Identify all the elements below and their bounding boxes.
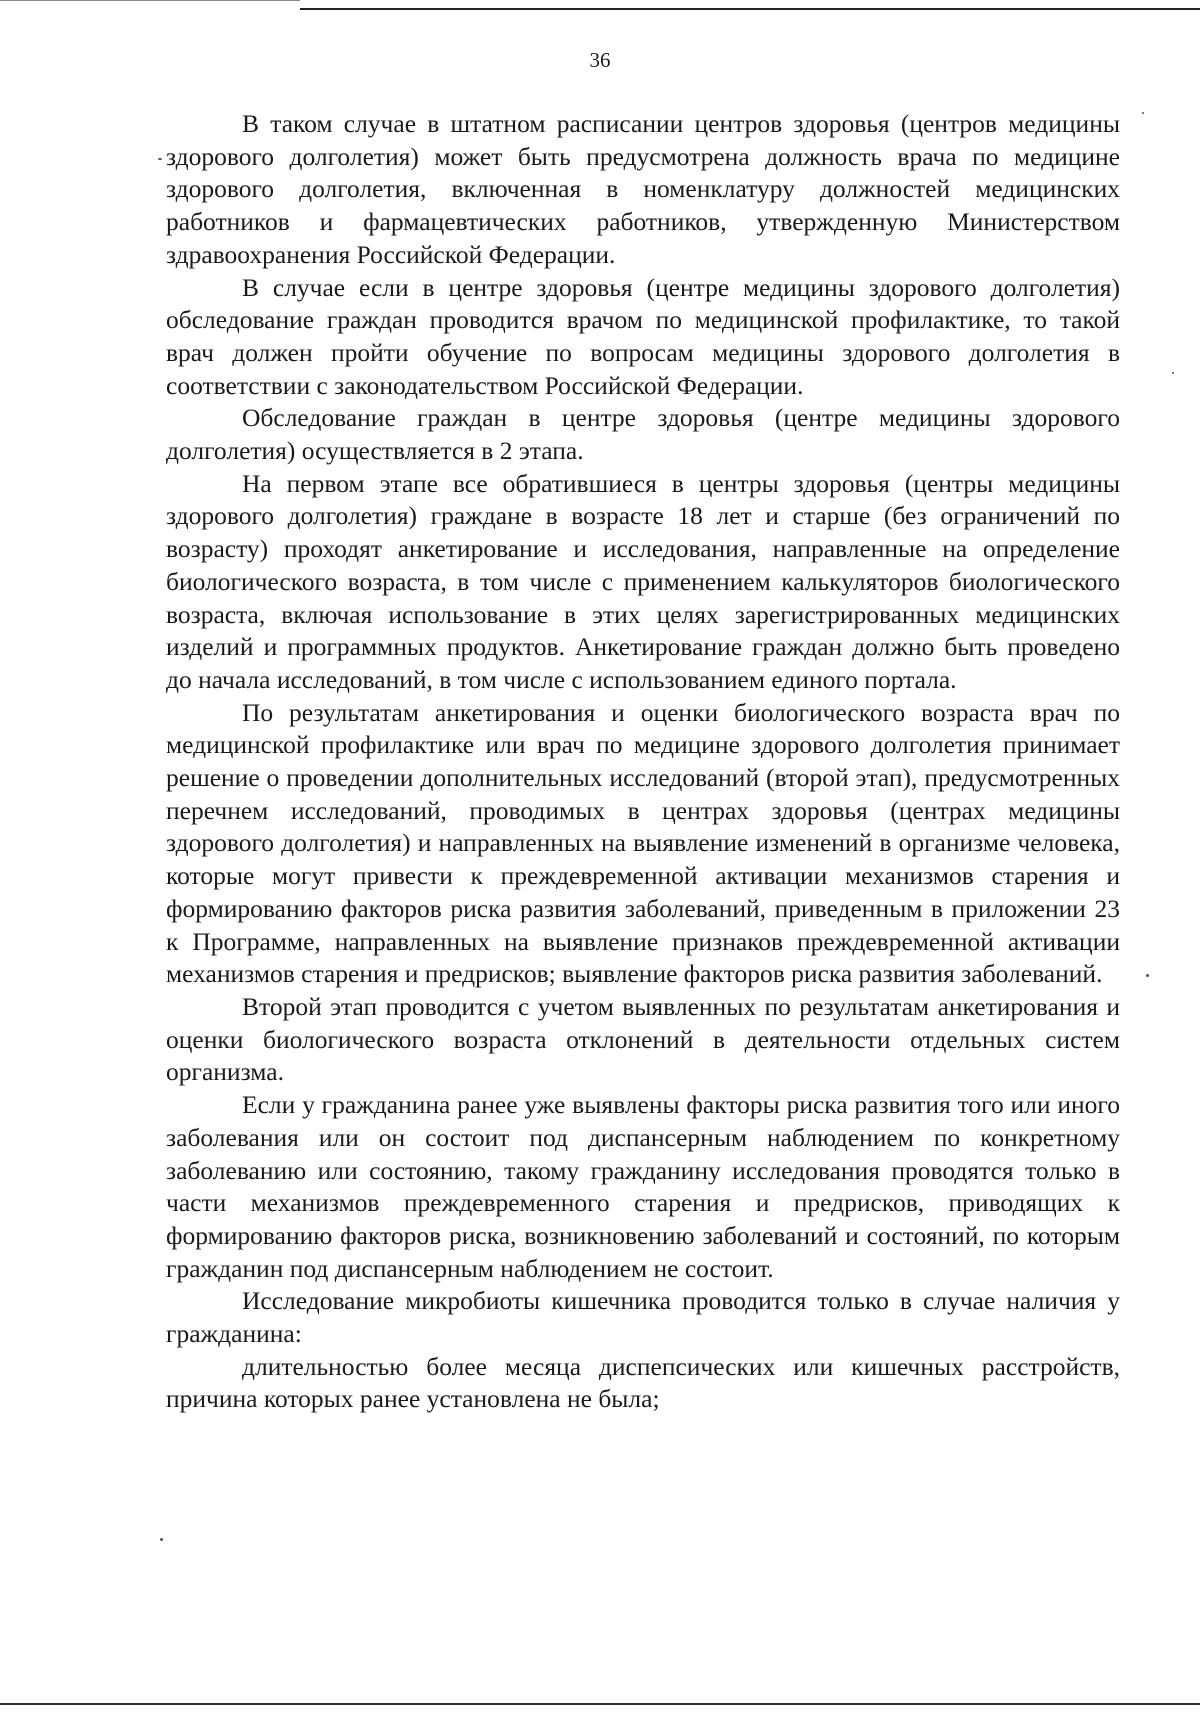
paragraph-4: На первом этапе все обратившиеся в центры здоровья (центры медицины здорового долголетия) граждане в возрасте 18 лет и старше (без ограничений по возрасту) проходят анкетирование и исследования, направленные на определение биологического возраста, в том числе с применением калькуляторов биологического возраста, включая использование в этих целях зарегистрированных медицинских изделий и программных продуктов. Анкетирование граждан должно быть проведено до начала исследований, в том числе с использованием единого портала. [166, 468, 1120, 694]
scan-speck [1142, 112, 1144, 114]
scan-edge-top [300, 8, 1200, 10]
paragraph-7: Если у гражданина ранее уже выявлены факторы риска развития того или иного заболевания или он состоит под диспансерным наблюдением по конкретному заболеванию или состоянию, такому гражданину исследования проводятся только в части механизмов преждевременного старения и предрисков, приводящих к формированию факторов риска, возникновению заболеваний и состояний, по которым гражданин под диспансерным наблюдением не состоит. [166, 1090, 1120, 1283]
document-body [166, 108, 1120, 1416]
paragraph-9: длительностью более месяца диспепсических или кишечных расстройств, причина которых ранее установлена не была; [166, 1351, 1120, 1414]
paragraph-3: Обследование граждан в центре здоровья (центре медицины здорового долголетия) осуществляется в 2 этапа. [166, 403, 1120, 466]
paragraph-6: Второй этап проводится с учетом выявленных по результатам анкетирования и оценки биологического возраста отклонений в деятельности отдельных систем организма. [166, 991, 1120, 1087]
scan-edge-top-left [0, 0, 300, 1]
paragraph-2: В случае если в центре здоровья (центре медицины здорового долголетия) обследование граждан проводится врачом по медицинской профилактике, то такой врач должен пройти обучение по вопросам медицины здорового долголетия в соответствии с законодательством Российской Федерации. [166, 272, 1120, 400]
scan-speck [160, 1538, 163, 1541]
scan-speck [158, 158, 162, 160]
page-number: 36 [589, 48, 611, 72]
paragraph-1: В таком случае в штатном расписании центров здоровья (центров медицины здорового долголетия) может быть предусмотрена должность врача по медицине здорового долголетия, включенная в номенклатуру должностей медицинских работников и фармацевтических работников, утвержденную Министерством здравоохранения Российской Федерации. [166, 109, 1120, 269]
scan-speck [1146, 974, 1149, 977]
scan-edge-bottom [0, 1703, 1200, 1705]
paragraph-8: Исследование микробиоты кишечника проводится только в случае наличия у гражданина: [166, 1286, 1120, 1349]
scan-speck [1172, 372, 1174, 374]
paragraph-5: По результатам анкетирования и оценки биологического возраста врач по медицинской профилактике или врач по медицине здорового долголетия принимает решение о проведении дополнительных исследований (второй этап), предусмотренных перечнем исследований, проводимых в центрах здоровья (центрах медицины здорового долголетия) и направленных на выявление изменений в организме человека, которые могут привести к преждевременной активации механизмов старения и формированию факторов риска развития заболеваний, приведенным в приложении 23 к Программе, направленных на выявление признаков преждевременной активации механизмов старения и предрисков; выявление факторов риска развития заболеваний. [166, 697, 1120, 989]
